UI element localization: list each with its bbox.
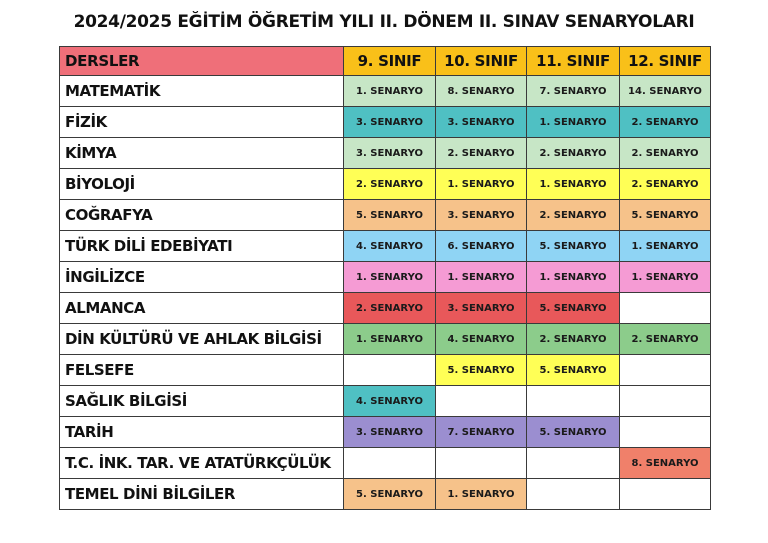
scenario-cell-grade-11: 2. SENARYO <box>527 138 620 169</box>
subject-name: KİMYA <box>60 138 344 169</box>
scenario-cell-grade-11: 5. SENARYO <box>527 293 620 324</box>
scenario-cell-grade-12: 2. SENARYO <box>620 324 711 355</box>
scenario-cell-grade-11: 2. SENARYO <box>527 324 620 355</box>
header-subjects: DERSLER <box>60 47 344 76</box>
scenario-cell-grade-12 <box>620 293 711 324</box>
subject-name: SAĞLIK BİLGİSİ <box>60 386 344 417</box>
scenario-cell-grade-11: 1. SENARYO <box>527 169 620 200</box>
scenario-cell-grade-10: 4. SENARYO <box>436 324 527 355</box>
scenario-cell-grade-10: 1. SENARYO <box>436 479 527 510</box>
table-row <box>60 448 711 479</box>
subject-name: ALMANCA <box>60 293 344 324</box>
scenario-cell-grade-11: 5. SENARYO <box>527 231 620 262</box>
scenario-cell-grade-12: 8. SENARYO <box>620 448 711 479</box>
table-row <box>60 107 711 138</box>
scenario-cell-grade-9: 3. SENARYO <box>344 138 436 169</box>
scenario-cell-grade-11: 1. SENARYO <box>527 107 620 138</box>
scenario-cell-grade-10: 3. SENARYO <box>436 200 527 231</box>
scenario-cell-grade-9 <box>344 355 436 386</box>
scenario-cell-grade-12 <box>620 417 711 448</box>
subject-name: TEMEL DİNİ BİLGİLER <box>60 479 344 510</box>
scenario-cell-grade-10: 1. SENARYO <box>436 262 527 293</box>
scenario-cell-grade-9: 1. SENARYO <box>344 262 436 293</box>
scenario-cell-grade-9: 5. SENARYO <box>344 200 436 231</box>
scenario-cell-grade-9: 4. SENARYO <box>344 386 436 417</box>
scenario-cell-grade-11 <box>527 479 620 510</box>
subject-name: FELSEFE <box>60 355 344 386</box>
table-row <box>60 76 711 107</box>
exam-scenario-table <box>59 46 711 510</box>
scenario-cell-grade-11: 5. SENARYO <box>527 355 620 386</box>
scenario-cell-grade-10: 2. SENARYO <box>436 138 527 169</box>
scenario-cell-grade-11: 2. SENARYO <box>527 200 620 231</box>
subject-name: FİZİK <box>60 107 344 138</box>
scenario-cell-grade-11: 7. SENARYO <box>527 76 620 107</box>
scenario-cell-grade-11: 5. SENARYO <box>527 417 620 448</box>
scenario-cell-grade-10: 5. SENARYO <box>436 355 527 386</box>
scenario-cell-grade-10: 7. SENARYO <box>436 417 527 448</box>
scenario-cell-grade-9: 1. SENARYO <box>344 324 436 355</box>
scenario-cell-grade-11: 1. SENARYO <box>527 262 620 293</box>
scenario-cell-grade-12: 14. SENARYO <box>620 76 711 107</box>
scenario-cell-grade-10: 3. SENARYO <box>436 107 527 138</box>
header-grade-10: 10. SINIF <box>436 47 527 76</box>
scenario-cell-grade-12 <box>620 355 711 386</box>
header-row <box>60 47 711 76</box>
table-row <box>60 231 711 262</box>
scenario-cell-grade-9: 3. SENARYO <box>344 417 436 448</box>
scenario-cell-grade-11 <box>527 386 620 417</box>
subject-name: T.C. İNK. TAR. VE ATATÜRKÇÜLÜK <box>60 448 344 479</box>
scenario-cell-grade-10: 6. SENARYO <box>436 231 527 262</box>
table-row <box>60 324 711 355</box>
scenario-cell-grade-9: 4. SENARYO <box>344 231 436 262</box>
scenario-cell-grade-9 <box>344 448 436 479</box>
table-row <box>60 169 711 200</box>
subject-name: DİN KÜLTÜRÜ VE AHLAK BİLGİSİ <box>60 324 344 355</box>
scenario-cell-grade-12: 2. SENARYO <box>620 107 711 138</box>
subject-name: BİYOLOJİ <box>60 169 344 200</box>
scenario-cell-grade-12: 2. SENARYO <box>620 169 711 200</box>
emblem-cell <box>620 386 711 417</box>
table-row <box>60 293 711 324</box>
subject-name: İNGİLİZCE <box>60 262 344 293</box>
subject-name: TARİH <box>60 417 344 448</box>
subject-name: COĞRAFYA <box>60 200 344 231</box>
scenario-cell-grade-12: 1. SENARYO <box>620 231 711 262</box>
header-grade-11: 11. SINIF <box>527 47 620 76</box>
scenario-cell-grade-10: 1. SENARYO <box>436 169 527 200</box>
scenario-cell-grade-9: 2. SENARYO <box>344 293 436 324</box>
table-row <box>60 200 711 231</box>
table-row <box>60 386 711 417</box>
scenario-cell-grade-9: 1. SENARYO <box>344 76 436 107</box>
header-grade-9: 9. SINIF <box>344 47 436 76</box>
scenario-cell-grade-12: 1. SENARYO <box>620 262 711 293</box>
subject-name: TÜRK DİLİ EDEBİYATI <box>60 231 344 262</box>
table-row <box>60 479 711 510</box>
table-row <box>60 262 711 293</box>
scenario-cell-grade-9: 2. SENARYO <box>344 169 436 200</box>
table-row <box>60 417 711 448</box>
scenario-cell-grade-10: 3. SENARYO <box>436 293 527 324</box>
scenario-cell-grade-10: 8. SENARYO <box>436 76 527 107</box>
subject-name: MATEMATİK <box>60 76 344 107</box>
scenario-cell-grade-9: 3. SENARYO <box>344 107 436 138</box>
header-grade-12: 12. SINIF <box>620 47 711 76</box>
scenario-cell-grade-10 <box>436 448 527 479</box>
table-row <box>60 355 711 386</box>
scenario-cell-grade-12: 5. SENARYO <box>620 200 711 231</box>
table-row <box>60 138 711 169</box>
scenario-cell-grade-9: 5. SENARYO <box>344 479 436 510</box>
scenario-cell-grade-12 <box>620 479 711 510</box>
scenario-cell-grade-10 <box>436 386 527 417</box>
scenario-cell-grade-11 <box>527 448 620 479</box>
scenario-cell-grade-12: 2. SENARYO <box>620 138 711 169</box>
page-title: 2024/2025 EĞİTİM ÖĞRETİM YILI II. DÖNEM II. SINAV SENARYOLARI <box>73 12 695 32</box>
